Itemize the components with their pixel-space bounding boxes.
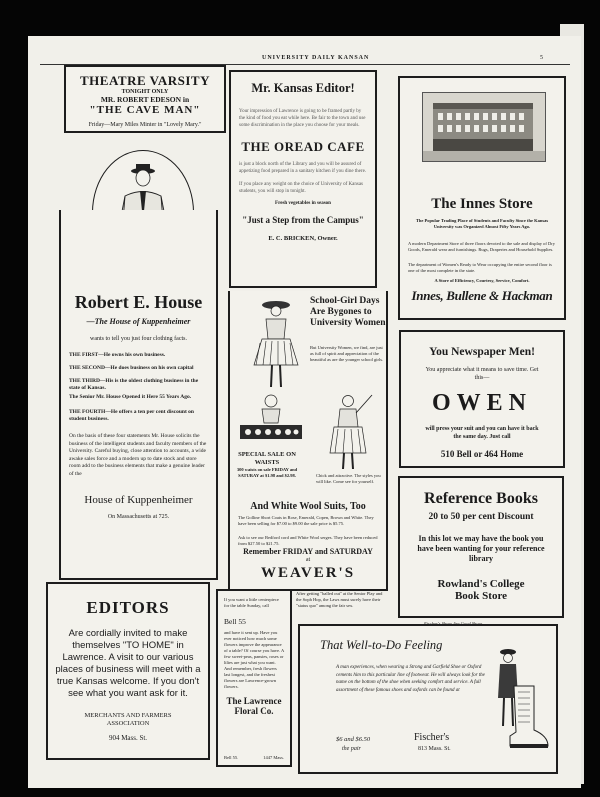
fact-4: THE FOURTH—He offers a ten per cent discount on student business. bbox=[69, 409, 194, 422]
innes-department: The department of Women's Ready to Wear occupying the entire second floor is one of the most complete in the state. bbox=[408, 262, 552, 273]
robert-e-house-ad bbox=[59, 210, 218, 580]
owen-phone: 510 Bell or 464 Home bbox=[440, 449, 524, 459]
weavers-body: But University Women, we find, are just as full of spirit and appreciation of the beautiful as are the younger school girls. bbox=[310, 345, 384, 362]
boot-illustration bbox=[490, 646, 550, 756]
weavers-ad bbox=[228, 291, 388, 591]
page-number: 5 bbox=[540, 55, 543, 61]
floral-phone: Bell 55. bbox=[224, 755, 239, 760]
theatre-next: Friday—Mary Miles Minter in "Lovely Mary." bbox=[88, 122, 202, 128]
editors-address: 904 Mass. St. bbox=[108, 734, 148, 742]
innes-description: A modern Department Store of three floors devoted to the sale and display of Dry Goods, Emerald wear and furnishings. Rugs, Draperies and Household Supplies. bbox=[408, 241, 555, 252]
floral-intro: If you want a little centerpiece for the table Sunday, call bbox=[224, 597, 279, 608]
innes-motto: A Store of Efficiency, Courtesy, Service, Comfort. bbox=[434, 278, 530, 283]
fact-3b: The Senior Mr. House Opened it Here 55 Years Ago. bbox=[69, 394, 192, 400]
weavers-name: WEAVER'S bbox=[260, 565, 356, 581]
house-basis: On the basis of these four statements Mr. House solicits the business of the intelligent students and faculty members of the University. Careful buying, close attention to accounts, a wide awake sales force and a modern up to date stock and store room add to the business elements that make a genuine leader of the bbox=[69, 433, 207, 477]
reference-discount: 20 to 50 per cent Discount bbox=[428, 512, 534, 522]
weavers-remember: Remember FRIDAY and SATURDAY bbox=[243, 547, 373, 556]
weavers-sale-details: 300 waists on sale FRIDAY and SATURAY at $1.98 and $2.98. bbox=[236, 467, 298, 478]
floral-name-1: The Lawrence bbox=[226, 696, 282, 706]
owen-headline: You Newspaper Men! bbox=[429, 346, 535, 358]
weavers-chick: Chick and attractive. The styles you will like. Come see for yourself. bbox=[316, 473, 381, 484]
oread-headline: Mr. Kansas Editor! bbox=[251, 81, 355, 95]
innes-tagline: The Popular Trading Place of Students and Faculty Since the Kansas University was Organized Almost Fifty Years Ago. bbox=[415, 218, 549, 229]
reference-title: Reference Books bbox=[424, 490, 538, 507]
store-photo bbox=[422, 92, 546, 162]
oread-intro: Your impression of Lawrence is going to be framed partly by the kind of food you eat while here. Be fair to the town and use some discrimination in the place you choose for your meals. bbox=[239, 109, 366, 128]
innes-title: The Innes Store bbox=[431, 196, 533, 212]
golfer-illustration bbox=[318, 391, 378, 471]
fischers-ad bbox=[298, 624, 558, 774]
oread-body-2: If you place any weight on the choice of University of Kansas students, you will stop in tonight. bbox=[239, 182, 363, 194]
reference-store-2: Book Store bbox=[454, 590, 508, 602]
oread-name: THE OREAD CAFE bbox=[241, 139, 365, 154]
house-name: Robert E. House bbox=[74, 292, 203, 312]
house-kuppenheimer: House of Kuppenheimer bbox=[84, 494, 193, 506]
editors-ad bbox=[46, 582, 210, 760]
house-facts bbox=[61, 342, 216, 423]
floral-body: and have it sent up. Have you ever noticed how much some flowers improve the appearance of a table? Of course you have. A few sweet-peas, pansies, roses or lilies are just what you want. And remember, fresh flowers last longest, and the freshest flowers are Lawrence-grown flowers. bbox=[224, 630, 284, 689]
schoolgirl-illustration bbox=[236, 295, 316, 395]
editors-body: Are cordially invited to make themselves "TO HOME" in Lawrence. A visit to our various places of business will meet with a true Kansas welcome. If you don't see what you want ask for it. bbox=[55, 628, 201, 699]
weavers-bedford: Ask to see our Bedford cord and White Wool serges. They have been reduced from $27.50 to $21.75. bbox=[238, 535, 378, 546]
weavers-suits-body: The Golline Short Coats in Rose, Emerald, Copen, Brown and White. They have been selling for $7.00 to $9.00 the sale price is $5.75. bbox=[238, 515, 374, 526]
editors-title: EDITORS bbox=[86, 598, 170, 617]
theatre-varsity-ad bbox=[64, 65, 226, 133]
weavers-suits: And White Wool Suits, Too bbox=[250, 501, 366, 512]
reference-store-1: Rowland's College bbox=[437, 578, 525, 590]
house-address: On Massachusetts at 725. bbox=[107, 514, 170, 520]
floral-bell: Bell 55 bbox=[224, 617, 246, 626]
oread-fresh: Fresh vegetables in season bbox=[275, 201, 331, 206]
fischer-name: Fischer's bbox=[414, 732, 450, 743]
innes-store-ad bbox=[398, 76, 566, 320]
fischer-pair: the pair bbox=[342, 746, 361, 752]
oread-body-1: is just a block north of the Library and you will be assured of appetizing food prepared in a sanitary kitchen if you dine there. bbox=[239, 162, 367, 174]
fact-1: THE FIRST—He owns his own business. bbox=[69, 352, 166, 358]
editors-assoc: MERCHANTS AND FARMERS ASSOCIATION bbox=[84, 712, 172, 727]
oread-slogan: "Just a Step from the Campus" bbox=[242, 215, 364, 225]
house-lead: wants to tell you just four clothing facts. bbox=[90, 336, 187, 342]
fischer-price: $6 and $6.50 bbox=[336, 736, 371, 743]
owen-ad bbox=[399, 330, 565, 468]
laws-blurb: After getting "balled out" at the Senior Play and the Soph Hop, the Laws must surely have their "status quo" among the fair sex. bbox=[296, 591, 383, 608]
theatre-when: TONIGHT ONLY bbox=[121, 89, 169, 95]
weavers-sale: SPECIAL SALE ON WAISTS bbox=[238, 451, 296, 466]
fact-2: THE SECOND—He does business on his own capital bbox=[69, 365, 194, 371]
theatre-actor: MR. ROBERT EDESON in bbox=[100, 95, 190, 104]
fischer-body: A man experiences, when wearing a Strong and Garfield Shoe or Oxford cements him to this particular line of footwear. He will always look for the name on the bottom of the shoe when seeking comfort and service. A full assortment of these famous shoes and oxfords can be found at bbox=[336, 665, 485, 693]
innes-signature: Innes, Bullene & Hackman bbox=[411, 288, 553, 303]
sale-basket-illustration bbox=[234, 391, 308, 451]
fact-3: THE THIRD—His is the oldest clothing business in the state of Kansas. bbox=[69, 378, 199, 391]
theatre-title: THEATRE VARSITY bbox=[80, 73, 210, 88]
fischer-address: 813 Mass. St. bbox=[418, 746, 451, 752]
oread-cafe-ad bbox=[229, 70, 377, 288]
fischer-headline: That Well-to-Do Feeling bbox=[320, 638, 443, 652]
house-sub: —The House of Kuppenheimer bbox=[86, 317, 191, 326]
owen-name: OWEN bbox=[431, 390, 532, 416]
floral-address: 1447 Mass. bbox=[263, 755, 284, 760]
weavers-headline: School-Girl Days Are Bygones to University Women bbox=[310, 296, 386, 328]
store-building-image bbox=[423, 93, 545, 161]
oread-owner: E. C. BRICKEN, Owner. bbox=[268, 235, 338, 242]
theatre-film: "THE CAVE MAN" bbox=[89, 104, 201, 116]
reference-body: In this lot we may have the book you have been wanting for your reference library bbox=[417, 534, 545, 563]
floral-name-2: Floral Co. bbox=[234, 706, 274, 716]
floral-ad bbox=[216, 589, 292, 767]
reference-books-ad bbox=[398, 476, 564, 618]
masthead: UNIVERSITY DAILY KANSAN bbox=[262, 55, 370, 61]
owen-press: will press your suit and you can have it back the same day. Just call bbox=[425, 426, 539, 440]
owen-body: You appreciate what it means to save time. Get this— bbox=[425, 367, 539, 381]
weavers-at: at bbox=[305, 557, 311, 563]
